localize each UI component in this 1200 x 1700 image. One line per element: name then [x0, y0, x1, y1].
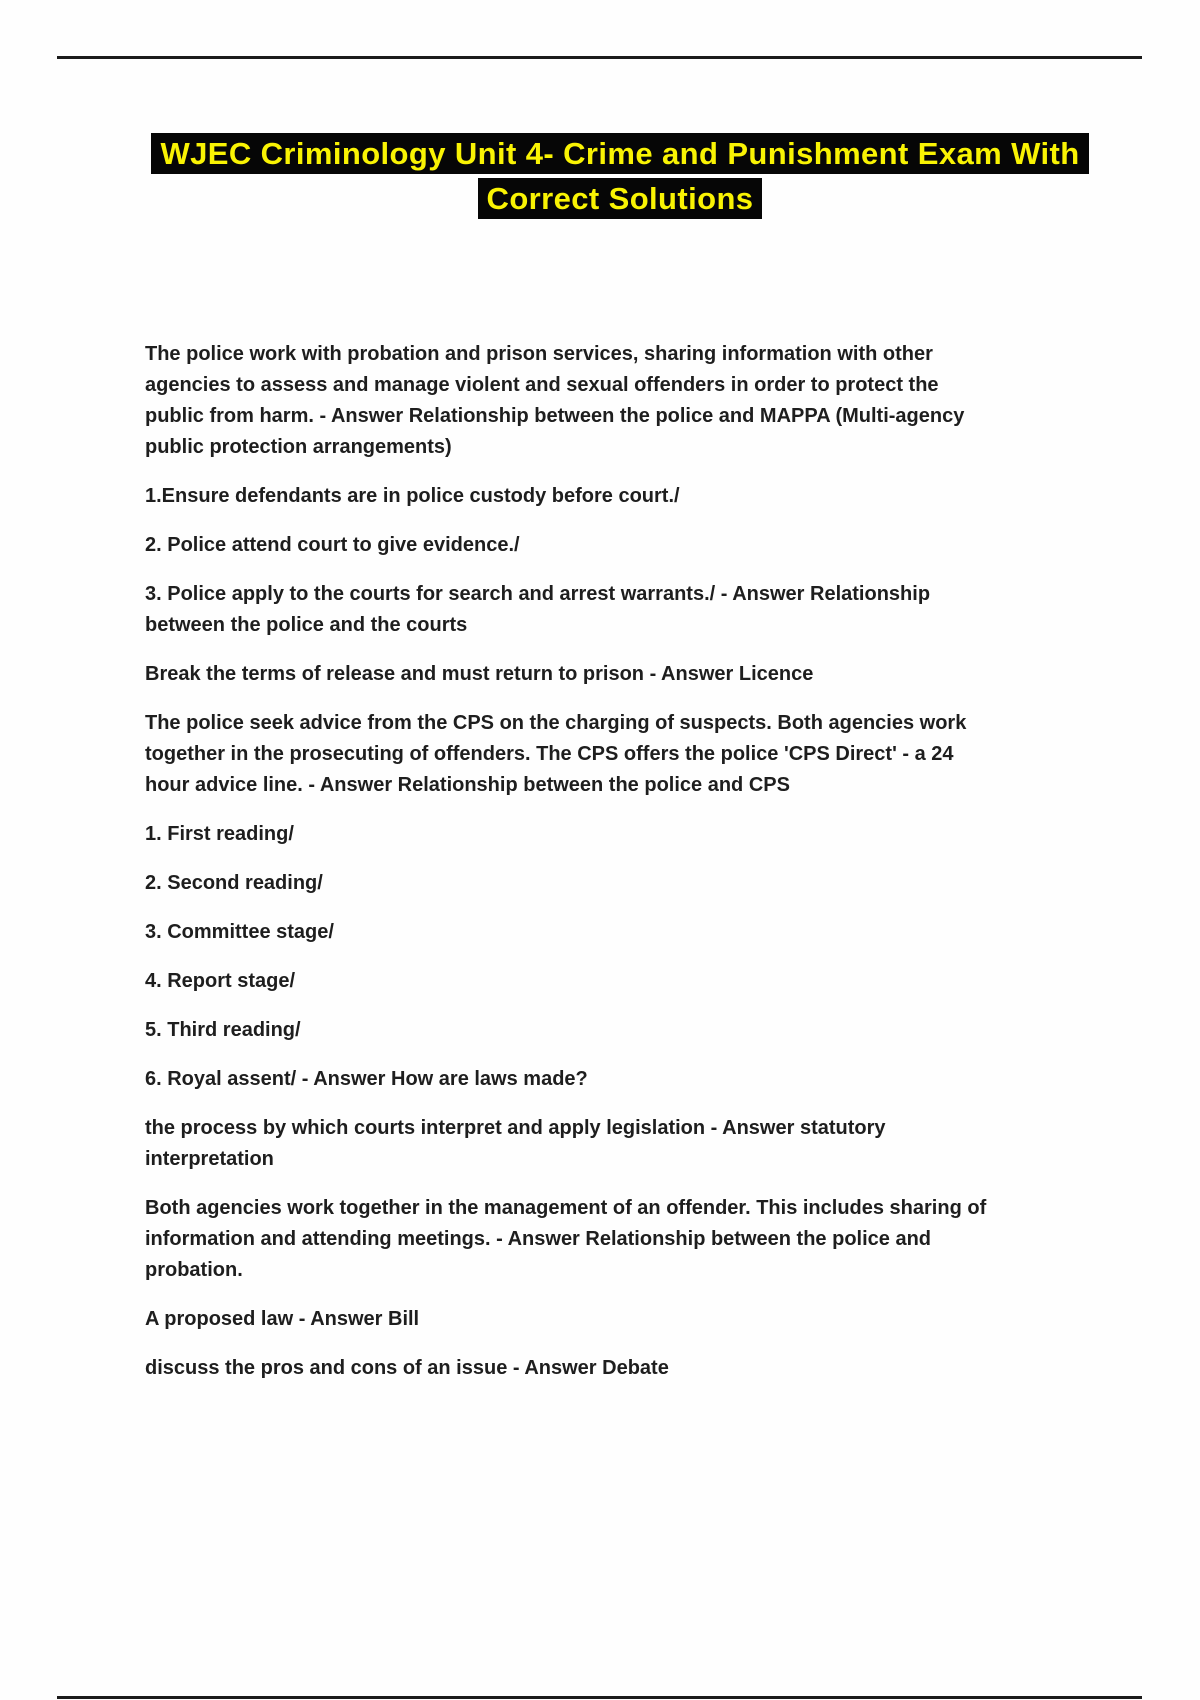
title-highlight-1: WJEC Criminology Unit 4- Crime and Punishment Exam With	[151, 133, 1088, 174]
title-highlight-2: Correct Solutions	[478, 178, 763, 219]
paragraph: discuss the pros and cons of an issue - Answer Debate	[145, 1357, 669, 1379]
paragraph: 6. Royal assent/ - Answer How are laws made?	[145, 1068, 588, 1090]
paragraph: A proposed law - Answer Bill	[145, 1308, 420, 1330]
paragraph: 1.Ensure defendants are in police custody before court./	[145, 485, 680, 507]
paragraph: 1. First reading/	[145, 823, 294, 845]
paragraph: Both agencies work together in the management of an offender. This includes sharing of information and attending meetings. - Answer Relationship between the police and probation.	[145, 1197, 987, 1281]
document-body	[145, 339, 997, 1384]
paragraph: the process by which courts interpret and apply legislation - Answer statutory interpretation	[145, 1117, 886, 1170]
document-title	[145, 133, 1095, 219]
title-line-1	[145, 133, 1095, 174]
paragraph: The police work with probation and prison services, sharing information with other agencies to assess and manage violent and sexual offenders in order to protect the public from harm. - Answer Relationship between the police and MAPPA (Multi-agency public protection arrangements)	[145, 343, 965, 458]
paragraph: Break the terms of release and must return to prison - Answer Licence	[145, 663, 814, 685]
paragraph: 5. Third reading/	[145, 1019, 301, 1041]
page-top-rule	[57, 56, 1142, 59]
paragraph: 2. Police attend court to give evidence./	[145, 534, 520, 556]
title-line-2	[145, 178, 1095, 219]
paragraph: 2. Second reading/	[145, 872, 323, 894]
page-bottom-rule	[57, 1696, 1142, 1699]
paragraph: 3. Police apply to the courts for search and arrest warrants./ - Answer Relationship between the police and the courts	[145, 583, 931, 636]
paragraph: 4. Report stage/	[145, 970, 296, 992]
paragraph: The police seek advice from the CPS on the charging of suspects. Both agencies work together in the prosecuting of offenders. The CPS offers the police 'CPS Direct' - a 24 hour advice line. - Answer Relationship between the police and CPS	[145, 712, 967, 796]
paragraph: 3. Committee stage/	[145, 921, 334, 943]
